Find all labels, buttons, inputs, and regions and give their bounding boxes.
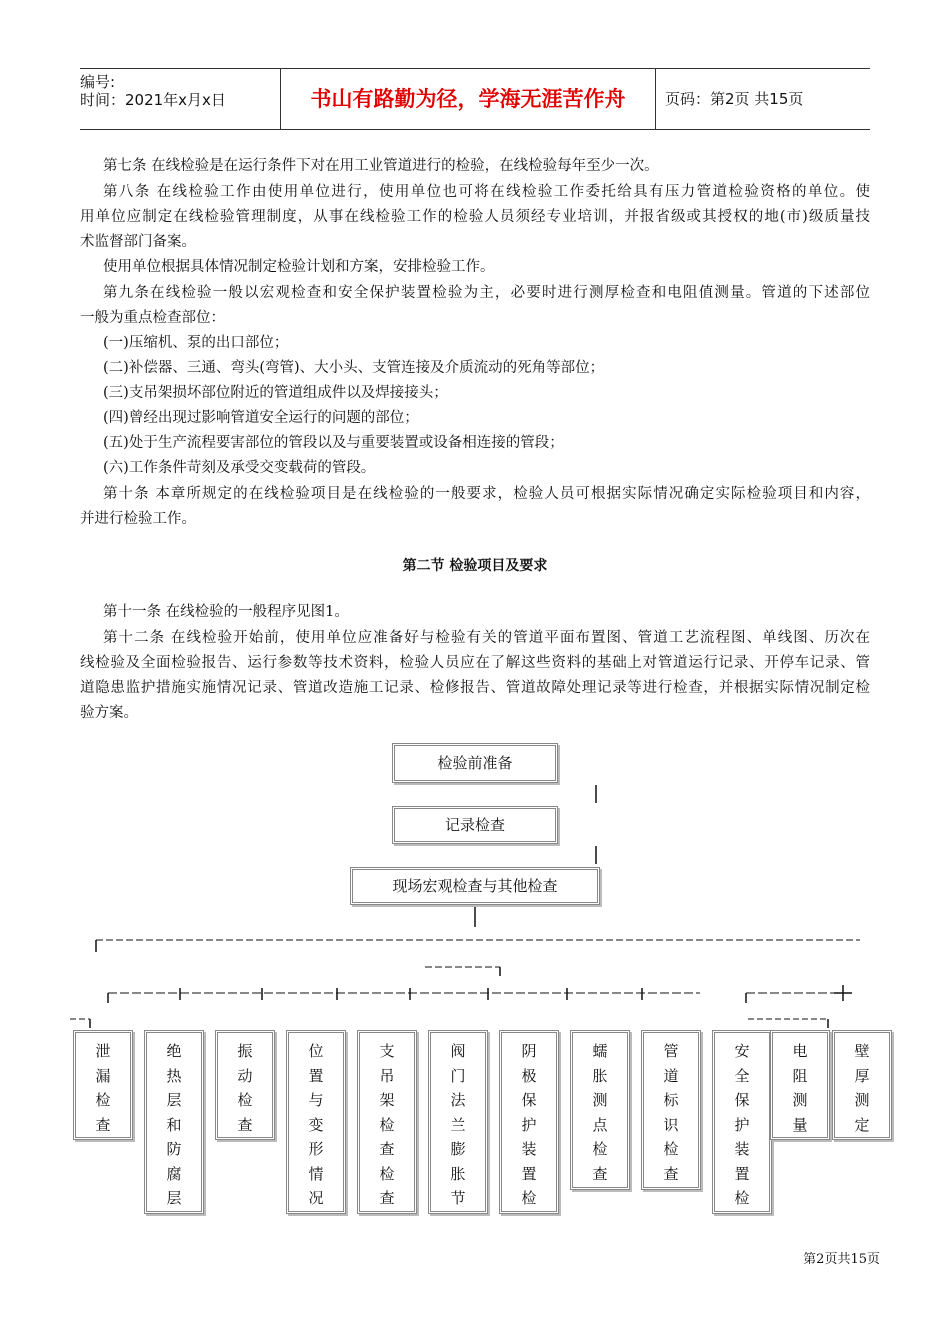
- article-9-line-1: 第九条在线检验一般以宏观检查和安全保护装置检验为主，必要时进行测厚检查和电阻值测量。管道的下述部位: [103, 285, 870, 301]
- article-8-line-2: 用单位应制定在线检验管理制度，从事在线检验工作的检验人员须经专业培训，并报省级或其授权的地(市)级质量技: [80, 209, 870, 225]
- flow-item-creep-point: 蠕胀测点检查: [570, 1030, 630, 1190]
- list-item: (四)曾经出现过影响管道安全运行的问题的部位；: [103, 410, 419, 426]
- article-11: 第十一条 在线检验的一般程序见图1。: [103, 604, 349, 620]
- article-12-line-1: 第十二条 在线检验开始前，使用单位应准备好与检验有关的管道平面布置图、管道工艺流程图、单线图、历次在: [103, 630, 870, 646]
- article-12-line-2: 线检验及全面检验报告、运行参数等技术资料，检验人员应在了解这些资料的基础上对管道运行记录、开停车记录、管: [80, 655, 870, 671]
- flow-item-cathodic-protection: 阴极保护装置检: [499, 1030, 559, 1214]
- flow-item-leak-check: 泄漏检查: [73, 1030, 133, 1140]
- flow-item-valve-flange-joint: 阀门法兰膨胀节: [428, 1030, 488, 1214]
- flow-item-insulation-coating: 绝热层和防腐层: [144, 1030, 204, 1214]
- flow-item-safety-device: 安全保护装置检: [712, 1030, 772, 1214]
- article-12-line-4: 验方案。: [80, 705, 138, 721]
- flow-item-pipe-marking: 管道标识检查: [641, 1030, 701, 1190]
- header-page-number: 页码：第2页 共15页: [665, 90, 804, 108]
- header-motto: 书山有路勤为径，学海无涯苦作舟: [280, 69, 656, 129]
- list-item: (三)支吊架损坏部位附近的管道组成件以及焊接接头；: [103, 385, 448, 401]
- article-8-paragraph-2: 使用单位根据具体情况制定检验计划和方案，安排检验工作。: [103, 259, 495, 275]
- list-item: (二)补偿器、三通、弯头(弯管)、大小头、支管连接及介质流动的死角等部位；: [103, 360, 605, 376]
- section-title: 第二节 检验项目及要求: [402, 558, 548, 574]
- flow-step-field-inspection: 现场宏观检查与其他检查: [350, 867, 600, 905]
- article-10-line-2: 并进行检验工作。: [80, 511, 196, 527]
- list-item: (五)处于生产流程要害部位的管段以及与重要装置或设备相连接的管段；: [103, 435, 564, 451]
- article-8-line-3: 术监督部门备案。: [80, 234, 196, 250]
- article-10-line-1: 第十条 本章所规定的在线检验项目是在线检验的一般要求，检验人员可根据实际情况确定实际检验项目和内容，: [103, 486, 870, 502]
- flow-step-preparation: 检验前准备: [392, 743, 558, 783]
- article-7: 第七条 在线检验是在运行条件下对在用工业管道进行的检验，在线检验每年至少一次。: [103, 158, 659, 174]
- page-footer: 第2页共15页: [803, 1252, 880, 1267]
- flow-item-vibration-check: 振动检查: [215, 1030, 275, 1140]
- flow-item-resistance-measure: 电阻测量: [770, 1030, 830, 1140]
- document-time: 时间：2021年x月x日: [80, 91, 226, 109]
- flow-item-thickness-measure: 壁厚测定: [832, 1030, 892, 1140]
- article-12-line-3: 道隐患监护措施实施情况记录、管道改造施工记录、检修报告、管道故障处理记录等进行检查，并根据实际情况制定检: [80, 680, 870, 696]
- article-9-line-2: 一般为重点检查部位：: [80, 310, 225, 326]
- flow-item-position-deformation: 位置与变形情况: [286, 1030, 346, 1214]
- flow-step-record-check: 记录检查: [392, 806, 558, 844]
- article-8-line-1: 第八条 在线检验工作由使用单位进行，使用单位也可将在线检验工作委托给具有压力管道检验资格的单位。使: [103, 184, 870, 200]
- list-item: (六)工作条件苛刻及承受交变载荷的管段。: [103, 460, 376, 476]
- document-number-label: 编号:: [80, 73, 116, 91]
- flow-item-support-hanger: 支吊架检查检查: [357, 1030, 417, 1214]
- list-item: (一)压缩机、泵的出口部位；: [103, 335, 289, 351]
